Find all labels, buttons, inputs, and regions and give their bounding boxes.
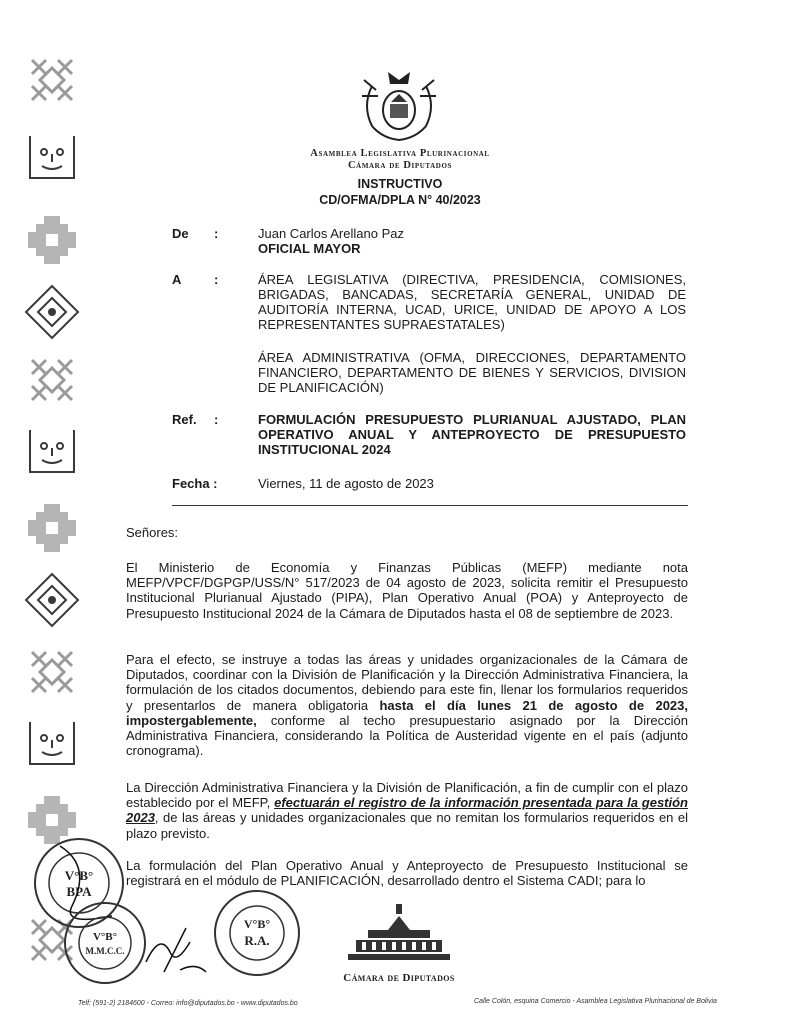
approval-stamp-ra: [212, 888, 302, 978]
coat-of-arms-icon: [358, 66, 440, 144]
document-number: CD/OFMA/DPLA N° 40/2023: [319, 193, 481, 207]
paragraph-3: [126, 780, 688, 841]
tiwanaku-face-icon: [22, 128, 82, 188]
tiwanaku-face-icon: [22, 422, 82, 482]
separator-line: [172, 505, 688, 506]
date-label: Fecha :: [172, 476, 218, 491]
approval-stamp-mmcc: [62, 900, 148, 986]
paragraph-4: La formulación del Plan Operativo Anual y Anteproyecto de Presupuesto Institucional se registrará en el módulo de PLANIFICACIÓN, desarrollado dentro el Sistema CADI; para lo: [126, 858, 688, 889]
tiwanaku-face-icon: [22, 714, 82, 774]
recipients-legislative: ÁREA LEGISLATIVA (DIRECTIVA, PRESIDENCIA, COMISIONES, BRIGADAS, BANCADAS, SECRETARÍA GENERAL, UNIDAD DE AUDITORÍA INTERNA, UCAD, URICE, UNIDAD DE APOYO A LOS REPRESENTANTES SUPRAESTATALES): [258, 272, 686, 332]
footer-contact: Telf: (591-2) 2184600 - Correo: info@diputados.bo - www.diputados.bo: [78, 1000, 298, 1007]
handwritten-signature: [140, 922, 210, 980]
diamond-motif-icon: [22, 282, 82, 342]
decorative-border: [22, 50, 82, 970]
svg-text:R.A.: R.A.: [244, 933, 270, 948]
reference-text: FORMULACIÓN PRESUPUESTO PLURIANUAL AJUSTADO, PLAN OPERATIVO ANUAL Y ANTEPROYECTO DE PRESUPUESTO INSTITUCIONAL 2024: [258, 412, 686, 457]
footer-chamber-name: Cámara de Diputados: [343, 972, 455, 984]
chakana-motif-icon: [22, 50, 82, 110]
chamber-name: Cámara de Diputados: [347, 160, 453, 171]
paragraph-3-text: La Dirección Administrativa Financiera y la División de Planificación, a fin de cumplir con el plazo establecido por el MEFP,: [126, 780, 688, 811]
from-colon: :: [214, 226, 219, 241]
sender-name: Juan Carlos Arellano Paz: [258, 226, 404, 241]
from-label: De: [172, 226, 189, 241]
document-type: INSTRUCTIVO: [357, 177, 443, 191]
stepped-cross-icon: [22, 210, 82, 270]
paragraph-2-text-end: conforme al techo presupuestario asignado por la Dirección Administrativa Financiera, considerando la Política de Austeridad vigente en el país (adjunto cronograma).: [126, 712, 688, 759]
svg-text:V°B°: V°B°: [64, 868, 94, 883]
to-colon: :: [214, 272, 219, 287]
paragraph-2-deadline: hasta el día lunes 21 de agosto de 2023, impostergablemente,: [126, 697, 688, 728]
footer-address: Calle Colón, esquina Comercio - Asamblea Legislativa Plurinacional de Bolivia: [474, 998, 717, 1005]
institution-name: Asamblea Legislativa Plurinacional: [310, 148, 490, 159]
chakana-motif-icon: [22, 642, 82, 702]
stepped-cross-icon: [22, 498, 82, 558]
salutation: Señores:: [126, 525, 179, 540]
paragraph-1: El Ministerio de Economía y Finanzas Públicas (MEFP) mediante nota MEFP/VPCF/DGPGP/USS/N° 517/2023 de 04 agosto de 2023, solicita remitir el Presupuesto Institucional Plurianual Ajustado (PIPA), Plan Operativo Anual (POA) y Anteproyecto de Presupuesto Institucional 2024 de la Cámara de Diputados hasta el 08 de septiembre de 2023.: [126, 560, 688, 621]
chamber-building-logo: [338, 902, 460, 1000]
reference-colon: :: [214, 412, 219, 427]
svg-text:V°B°: V°B°: [92, 931, 118, 943]
svg-text:BPA: BPA: [66, 884, 92, 899]
svg-text:M.M.C.C.: M.M.C.C.: [85, 946, 125, 956]
sender-title: OFICIAL MAYOR: [258, 241, 361, 256]
paragraph-3-emphasis: efectuarán el registro de la información presentada para la gestión 2023: [126, 795, 688, 826]
paragraph-2: [126, 652, 688, 758]
svg-text:V°B°: V°B°: [243, 917, 271, 931]
date-value: Viernes, 11 de agosto de 2023: [258, 476, 434, 491]
chakana-motif-icon: [22, 350, 82, 410]
recipients-administrative: ÁREA ADMINISTRATIVA (OFMA, DIRECCIONES, DEPARTAMENTO FINANCIERO, DEPARTAMENTO DE BIENES Y SERVICIOS, DIVISION DE PLANIFICACIÓN): [258, 350, 686, 395]
to-label: A: [172, 272, 182, 287]
reference-label: Ref.: [172, 412, 197, 427]
diamond-motif-icon: [22, 570, 82, 630]
paragraph-2-text: Para el efecto, se instruye a todas las áreas y unidades organizacionales de la Cámara de Diputados, coordinar con la División de Planificación y la Dirección Administrativa Financiera, la formulación de los citados documentos, debiendo para este fin, llenar los formularios requeridos y presentarlos de manera obligatoria: [126, 652, 688, 713]
paragraph-3-text-end: , de las áreas y unidades organizacionales que no remitan los formularios requeridos en el plazo previsto.: [126, 810, 688, 841]
